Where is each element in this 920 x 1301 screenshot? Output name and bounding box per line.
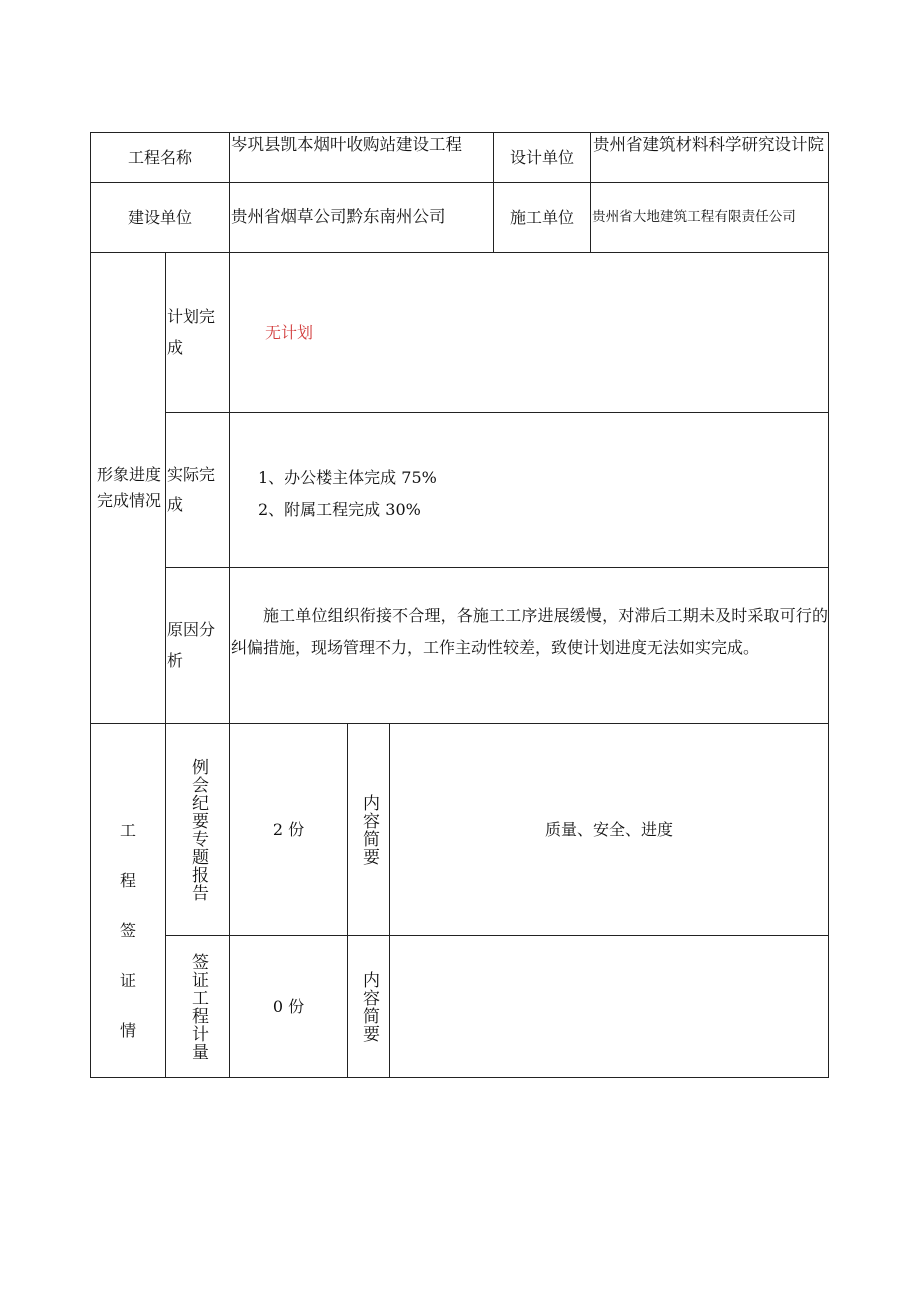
construction-unit-label: 施工单位	[509, 207, 574, 227]
visa-label: 签证工程计量	[188, 952, 208, 1061]
reason-text: 施工单位组织衔接不合理，各施工工序进展缓慢，对滞后工期未及时采取可行的纠偏措施，现场管理不力，工作主动性较差，致使计划进度无法如实完成。	[231, 606, 828, 657]
progress-section-label: 形象进度完成情况	[96, 465, 161, 510]
signing-char: 情	[119, 1021, 136, 1040]
design-unit-value: 贵州省建筑材料科学研究设计院	[593, 135, 824, 154]
build-unit-value: 贵州省烟草公司黔东南州公司	[231, 207, 446, 227]
signing-char: 证	[119, 971, 136, 990]
meeting-content-label-cell	[348, 724, 389, 935]
signing-section-label	[91, 820, 165, 1077]
visa-content	[390, 936, 828, 1077]
signing-char: 工	[119, 821, 136, 840]
actual-list	[258, 462, 658, 526]
construction-unit-value: 贵州省大地建筑工程有限责任公司	[592, 209, 796, 226]
visa-content-label-cell	[348, 936, 389, 1077]
reason-label: 原因分析	[167, 620, 216, 670]
plan-value: 无计划	[265, 323, 314, 342]
meeting-count: 2 份	[272, 819, 305, 839]
visa-content-label: 内容简要	[359, 970, 379, 1043]
project-name-label: 工程名称	[127, 147, 192, 167]
signing-char: 签	[119, 921, 136, 940]
build-unit-label: 建设单位	[127, 207, 192, 227]
actual-item: 1、办公楼主体完成 75%	[258, 468, 437, 487]
meeting-label: 例会纪要专题报告	[188, 757, 208, 902]
visa-count: 0 份	[272, 996, 305, 1016]
actual-label: 实际完成	[167, 464, 216, 514]
signing-char: 程	[119, 871, 136, 890]
project-name-value: 岑巩县凯本烟叶收购站建设工程	[231, 135, 462, 154]
meeting-content-label: 内容简要	[359, 793, 379, 866]
meeting-content: 质量、安全、进度	[544, 819, 673, 839]
design-unit-label: 设计单位	[509, 147, 574, 167]
plan-label: 计划完成	[167, 307, 216, 357]
meeting-label-cell	[166, 724, 229, 935]
actual-item: 2、附属工程完成 30%	[258, 500, 421, 519]
visa-label-cell	[166, 936, 229, 1077]
